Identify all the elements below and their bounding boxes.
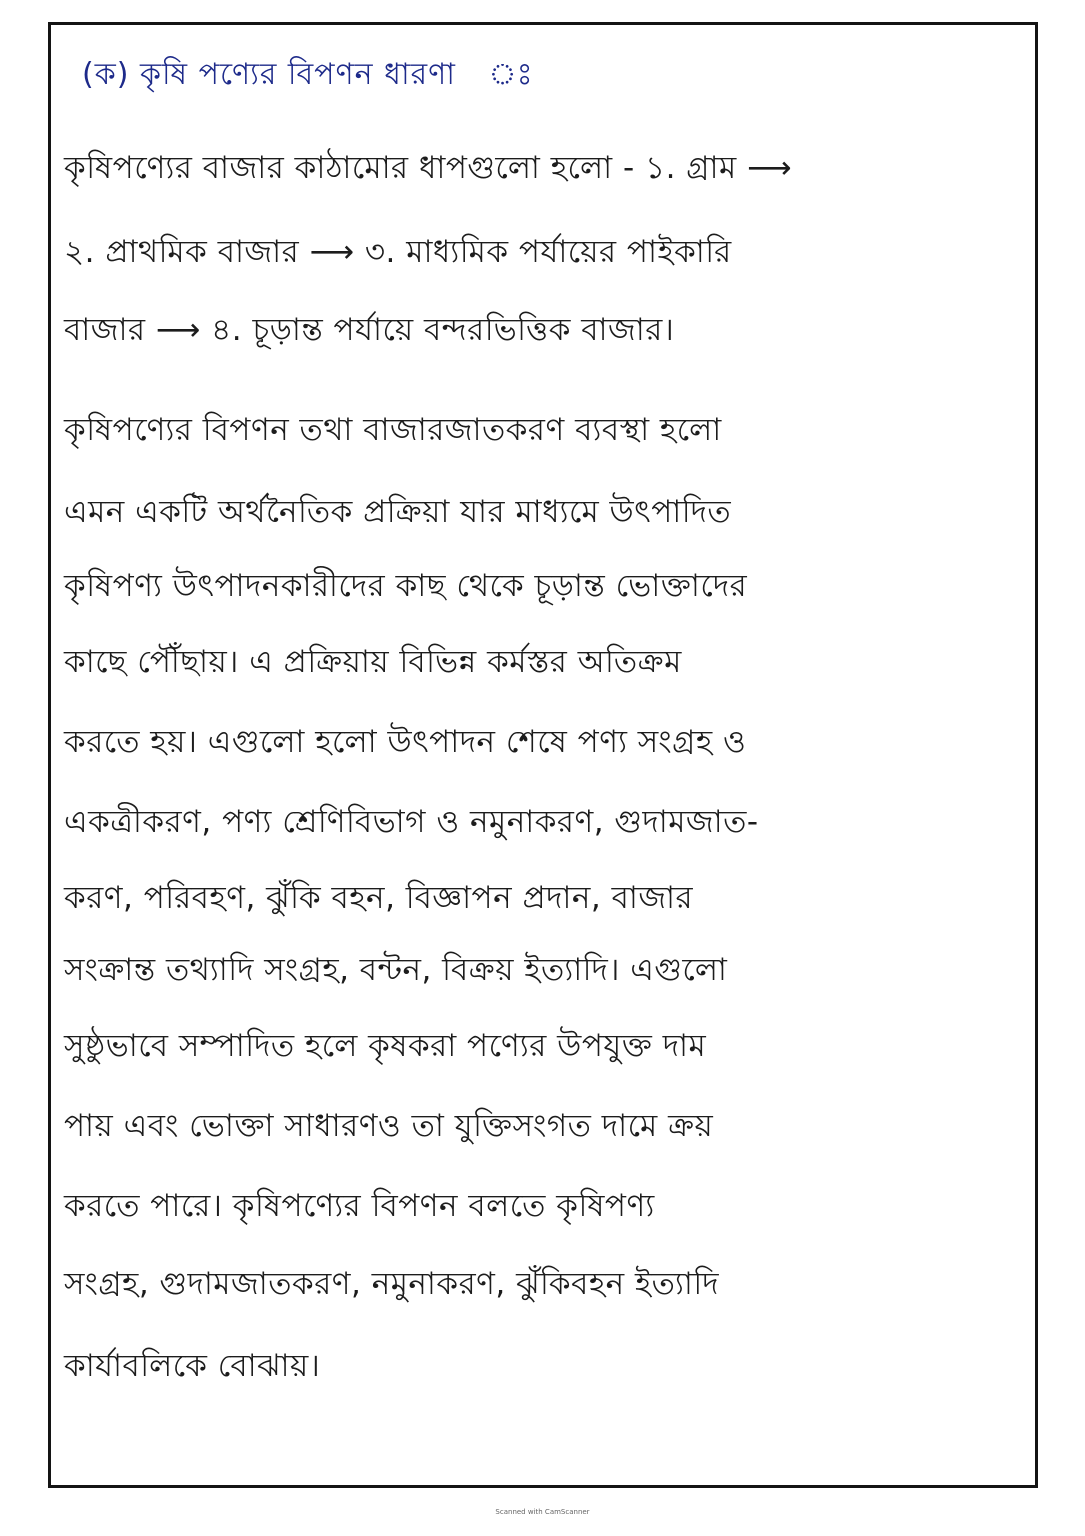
heading-marker: (ক) (82, 57, 130, 92)
body-line: সংক্রান্ত তথ্যাদি সংগ্রহ, বন্টন, বিক্রয় ইত্যাদি। এগুলো (64, 952, 728, 988)
body-line: সংগ্রহ, গুদামজাতকরণ, নমুনাকরণ, ঝুঁকিবহন ইত্যাদি (64, 1266, 720, 1302)
body-line: কাছে পৌঁছায়। এ প্রক্রিয়ায় বিভিন্ন কর্মস্তর অতিক্রম (64, 644, 682, 680)
scanner-footer-note: Scanned with CamScanner (495, 1508, 590, 1516)
body-line: কার্যাবলিকে বোঝায়। (64, 1348, 321, 1384)
body-line: করতে হয়। এগুলো হলো উৎপাদন শেষে পণ্য সংগ্রহ ও (64, 724, 747, 760)
body-line: এমন একটি অর্থনৈতিক প্রক্রিয়া যার মাধ্যমে উৎপাদিত (64, 494, 732, 530)
body-line: একত্রীকরণ, পণ্য শ্রেণিবিভাগ ও নমুনাকরণ, গুদামজাত- (64, 804, 759, 840)
body-line: সুষ্ঠুভাবে সম্পাদিত হলে কৃষকরা পণ্যের উপযুক্ত দাম (64, 1028, 707, 1064)
structure-line: কৃষিপণ্যের বাজার কাঠামোর ধাপগুলো হলো - ১. গ্রাম ⟶ (64, 150, 793, 186)
heading-title: কৃষি পণ্যের বিপণন ধারণা (139, 57, 456, 92)
body-line: কৃষিপণ্যের বিপণন তথা বাজারজাতকরণ ব্যবস্থা হলো (64, 412, 722, 448)
body-line: কৃষিপণ্য উৎপাদনকারীদের কাছ থেকে চূড়ান্ত ভোক্তাদের (64, 568, 748, 604)
structure-line: ২. প্রাথমিক বাজার ⟶ ৩. মাধ্যমিক পর্যায়ের পাইকারি (64, 234, 732, 270)
body-line: করতে পারে। কৃষিপণ্যের বিপণন বলতে কৃষিপণ্য (64, 1188, 655, 1224)
body-line: করণ, পরিবহণ, ঝুঁকি বহন, বিজ্ঞাপন প্রদান, বাজার (64, 880, 694, 916)
section-heading (82, 50, 534, 101)
structure-line: বাজার ⟶ ৪. চূড়ান্ত পর্যায়ে বন্দরভিত্তিক বাজার। (64, 312, 675, 348)
body-line: পায় এবং ভোক্তা সাধারণও তা যুক্তিসংগত দামে ক্রয় (64, 1108, 714, 1144)
heading-colon: ঃ (488, 57, 534, 92)
